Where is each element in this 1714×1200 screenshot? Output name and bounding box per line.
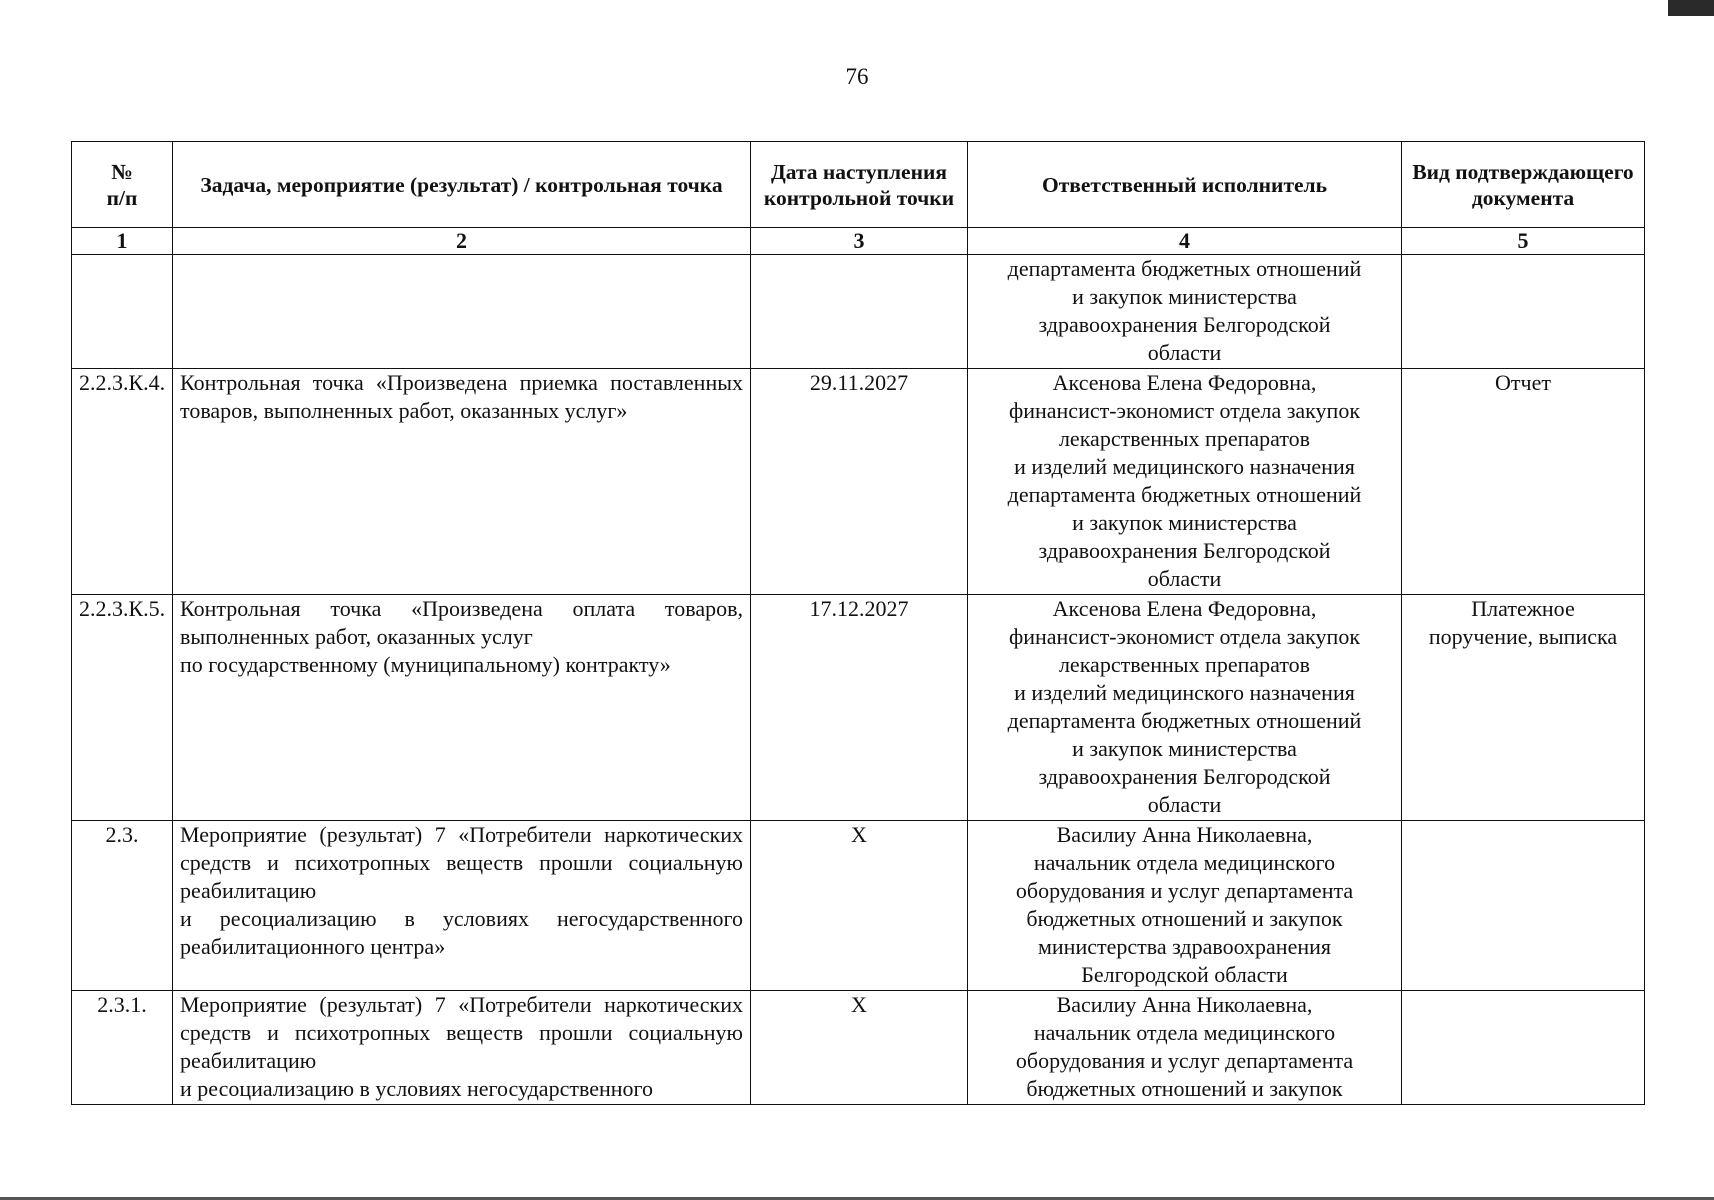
row-date	[751, 255, 968, 369]
row-task	[173, 255, 751, 369]
column-number: 5	[1402, 228, 1645, 255]
row-executor: Василиу Анна Николаевна, начальник отдела медицинского оборудования и услуг департамента бюджетных отношений и закупок	[968, 991, 1402, 1105]
column-number-row	[72, 228, 1645, 255]
row-number	[72, 255, 173, 369]
column-number: 2	[173, 228, 751, 255]
table-row	[72, 991, 1645, 1105]
row-executor: Аксенова Елена Федоровна, финансист-экономист отдела закупок лекарственных препаратов и изделий медицинского назначения департамента бюджетных отношений и закупок министерства здравоохранения Белгородской области	[968, 369, 1402, 595]
row-date: 29.11.2027	[751, 369, 968, 595]
header-doc: Вид подтверждающего документа	[1402, 142, 1645, 228]
column-number: 1	[72, 228, 173, 255]
row-document	[1402, 255, 1645, 369]
row-document	[1402, 821, 1645, 991]
table-row	[72, 821, 1645, 991]
row-date: X	[751, 821, 968, 991]
row-document	[1402, 991, 1645, 1105]
page-number: 76	[845, 64, 869, 89]
column-number: 4	[968, 228, 1402, 255]
header-task: Задача, мероприятие (результат) / контрольная точка	[173, 142, 751, 228]
row-date: 17.12.2027	[751, 595, 968, 821]
row-document: Платежное поручение, выписка	[1402, 595, 1645, 821]
plan-table	[71, 141, 1645, 1105]
row-number: 2.2.3.К.5.	[72, 595, 173, 821]
row-document: Отчет	[1402, 369, 1645, 595]
row-task: Контрольная точка «Произведена оплата товаров, выполненных работ, оказанных услуг по государственному (муниципальному) контракту»	[173, 595, 751, 821]
table-row	[72, 255, 1645, 369]
row-number: 2.3.	[72, 821, 173, 991]
row-executor: департамента бюджетных отношений и закупок министерства здравоохранения Белгородской области	[968, 255, 1402, 369]
header-row	[72, 142, 1645, 228]
table-row	[72, 369, 1645, 595]
scan-edge-mark	[1668, 0, 1714, 16]
row-executor: Василиу Анна Николаевна, начальник отдела медицинского оборудования и услуг департамента бюджетных отношений и закупок министерства здравоохранения Белгородской области	[968, 821, 1402, 991]
row-task: Мероприятие (результат) 7 «Потребители наркотических средств и психотропных веществ прошли социальную реабилитацию и ресоциализацию в условиях негосударственного	[173, 991, 751, 1105]
row-executor: Аксенова Елена Федоровна, финансист-экономист отдела закупок лекарственных препаратов и изделий медицинского назначения департамента бюджетных отношений и закупок министерства здравоохранения Белгородской области	[968, 595, 1402, 821]
row-number: 2.2.3.К.4.	[72, 369, 173, 595]
row-date: X	[751, 991, 968, 1105]
table-row	[72, 595, 1645, 821]
row-task: Мероприятие (результат) 7 «Потребители наркотических средств и психотропных веществ прошли социальную реабилитацию и ресоциализацию в условиях негосударственного реабилитационного центра»	[173, 821, 751, 991]
row-number: 2.3.1.	[72, 991, 173, 1105]
header-date: Дата наступления контрольной точки	[751, 142, 968, 228]
header-executor: Ответственный исполнитель	[968, 142, 1402, 228]
column-number: 3	[751, 228, 968, 255]
header-num: № п/п	[72, 142, 173, 228]
row-task: Контрольная точка «Произведена приемка поставленных товаров, выполненных работ, оказанных услуг»	[173, 369, 751, 595]
